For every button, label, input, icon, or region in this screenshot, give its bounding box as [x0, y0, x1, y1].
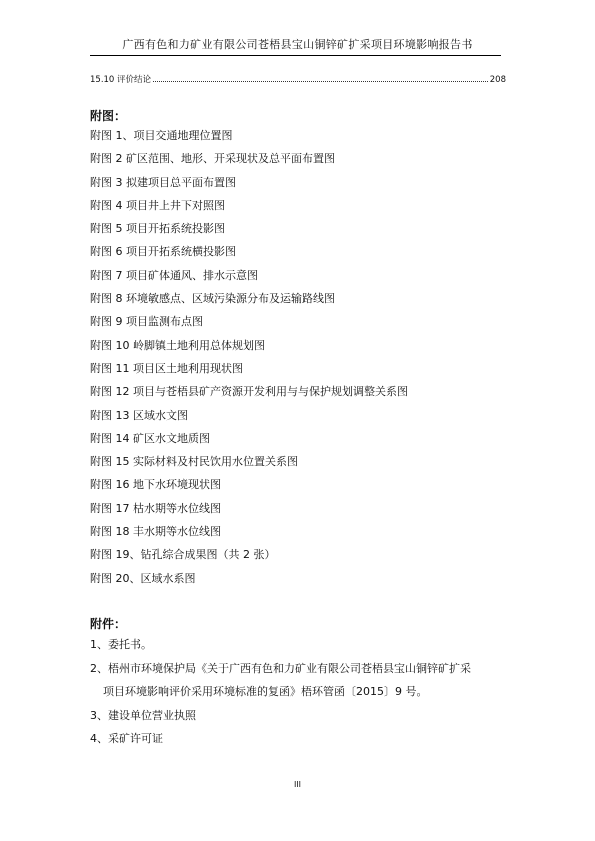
figure-item: 附图 4 项目井上井下对照图	[90, 198, 225, 212]
header-rule	[90, 55, 501, 56]
toc-entry-page: 208	[489, 75, 506, 85]
attachment-item: 2、梧州市环境保护局《关于广西有色和力矿业有限公司苍梧县宝山铜锌矿扩采	[90, 661, 471, 675]
attachment-item-continuation: 项目环境影响评价采用环境标准的复函》梧环管函〔2015〕9 号。	[103, 685, 428, 698]
figure-item: 附图 14 矿区水文地质图	[90, 431, 210, 445]
attachments-list	[90, 633, 510, 751]
page-number: III	[293, 780, 302, 789]
figure-item: 附图 19、钻孔综合成果图（共 2 张）	[90, 548, 276, 562]
attachments-heading: 附件：	[90, 617, 127, 631]
figure-item: 附图 3 拟建项目总平面布置图	[90, 175, 236, 189]
figure-item: 附图 18 丰水期等水位线图	[90, 525, 221, 539]
figure-item: 附图 16 地下水环境现状图	[90, 478, 221, 492]
attachment-item: 4、采矿许可证	[90, 732, 163, 745]
toc-entry-label: 15.10 评价结论	[90, 75, 152, 85]
toc-dot-leader	[153, 81, 488, 82]
figures-heading: 附图：	[90, 109, 127, 123]
figure-item: 附图 9 项目监测布点图	[90, 315, 203, 329]
figure-item: 附图 6 项目开拓系统横投影图	[90, 245, 236, 259]
page-header-title: 广西有色和力矿业有限公司苍梧县宝山铜锌矿扩采项目环境影响报告书	[122, 38, 473, 51]
figure-item: 附图 17 枯水期等水位线图	[90, 501, 221, 515]
attachment-item: 3、建设单位营业执照	[90, 708, 196, 722]
figure-item: 附图 8 环境敏感点、区域污染源分布及运输路线图	[90, 292, 335, 306]
figure-item: 附图 5 项目开拓系统投影图	[90, 222, 225, 236]
figure-item: 附图 7 项目矿体通风、排水示意图	[90, 268, 258, 282]
figure-item: 附图 13 区域水文图	[90, 408, 188, 422]
figure-item: 附图 15 实际材料及村民饮用水位置关系图	[90, 455, 298, 469]
attachment-item: 1、委托书。	[90, 638, 152, 651]
figure-item: 附图 2 矿区范围、地形、开采现状及总平面布置图	[90, 152, 335, 166]
figure-item: 附图 11 项目区土地利用现状图	[90, 361, 243, 375]
figure-item: 附图 12 项目与苍梧县矿产资源开发利用与与保护规划调整关系图	[90, 385, 408, 399]
figures-list	[90, 124, 510, 590]
figure-item: 附图 10 岭脚镇土地利用总体规划图	[90, 338, 265, 352]
toc-entry[interactable]	[90, 73, 506, 85]
figure-item: 附图 20、区域水系图	[90, 571, 196, 585]
figure-item: 附图 1、项目交通地理位置图	[90, 129, 233, 142]
